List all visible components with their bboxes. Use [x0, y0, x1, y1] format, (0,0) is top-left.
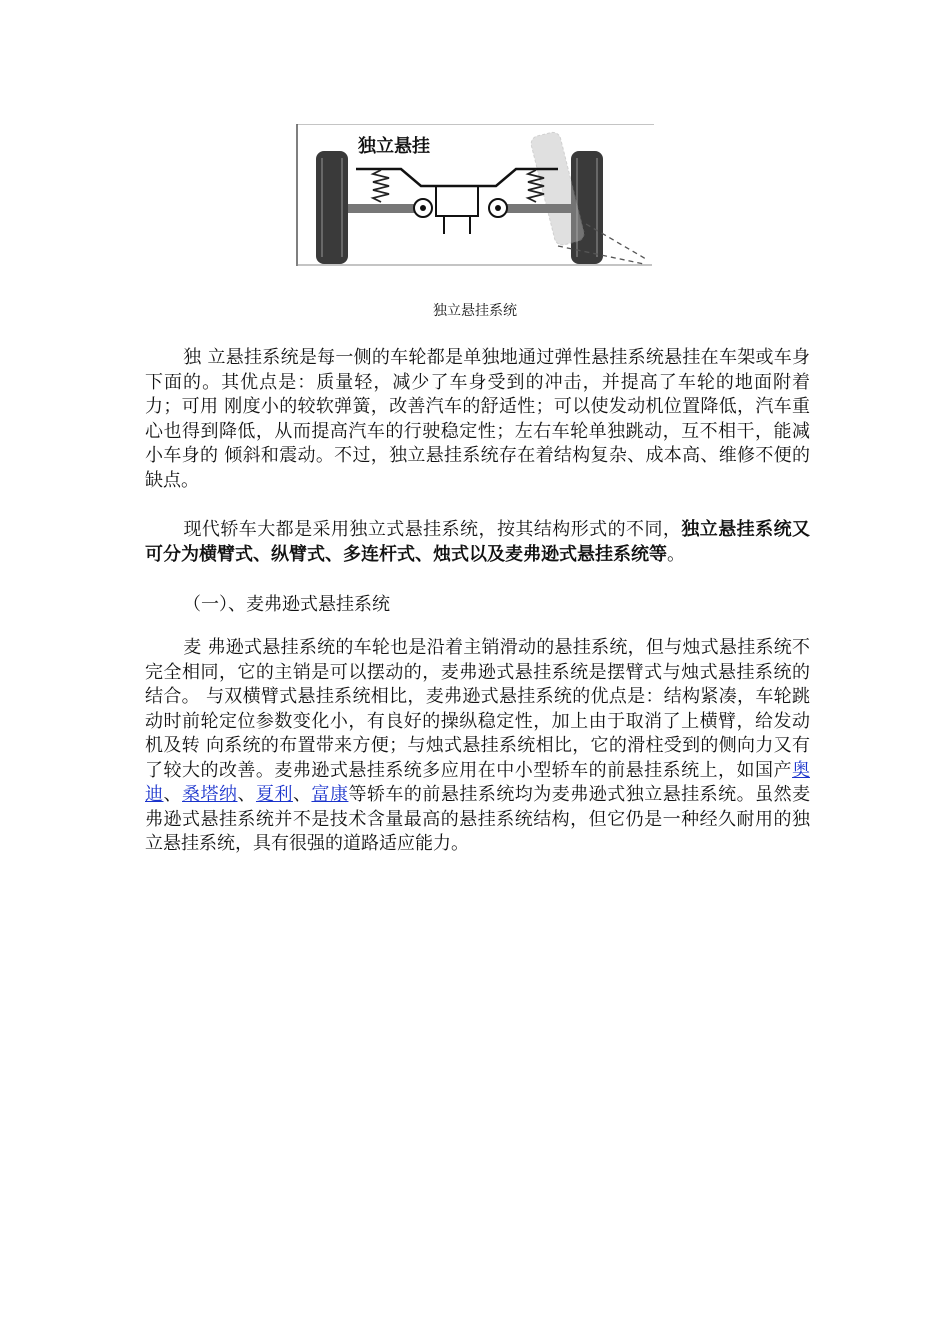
link-xiali[interactable]: 夏利 [255, 784, 293, 805]
paragraph-types [145, 518, 810, 567]
section-heading: （一）、麦弗逊式悬挂系统 [183, 594, 390, 615]
link-fukang[interactable]: 富康 [311, 784, 349, 805]
link-audi[interactable]: 奥迪 [145, 759, 810, 805]
left-wheel [316, 151, 348, 264]
figure-caption: 独立悬挂系统 [433, 303, 517, 319]
paragraph-macpherson-text-1: 麦 弗逊式悬挂系统的车轮也是沿着主销滑动的悬挂系统，但与烛式悬挂系统不完全相同，它的主销是可以摆动的，麦弗逊式悬挂系统是摆臂式与烛式悬挂系统的结合。 与双横臂式悬挂系统相比，麦弗逊式悬挂系统的优点是：结构紧凑，车轮跳动时前轮定位参数变化小，有良好的操纵稳定性，加上由于取消了上横臂，给发动机及转 向系统的布置带来方便；与烛式悬挂系统相比，它的滑柱受到的侧向力又有了较大的改善。麦弗逊式悬挂系统多应用在中小型轿车的前悬挂系统上，如国产 [145, 637, 810, 781]
paragraph-types-bold: 独立悬挂系统又可分为横臂式、纵臂式、多连杆式、烛式以及麦弗逊式悬挂系统等 [145, 519, 811, 565]
link-santana[interactable]: 桑塔纳 [182, 784, 238, 805]
separator: 、 [237, 784, 256, 805]
separator: 、 [163, 784, 182, 805]
paragraph-macpherson-text-2: 等轿车的前悬挂系统均为麦弗逊式独立悬挂系统。虽然麦弗逊式悬挂系统并不是技术含量最高的悬挂系统结构，但它仍是一种经久耐用的独立悬挂系统，具有很强的道路适应能力。 [145, 784, 811, 854]
paragraph-intro [145, 346, 810, 493]
paragraph-types-end: 。 [667, 543, 685, 565]
paragraph-intro-text: 独 立悬挂系统是每一侧的车轮都是单独地通过弹性悬挂系统悬挂在车架或车身下面的。其优点是：质量轻，减少了车身受到的冲击，并提高了车轮的地面附着力；可用 刚度小的较软弹簧，改善汽车的舒适性；可以使发动机位置降低，汽车重心也得到降低，从而提高汽车的行驶稳定性；左右车轮单独跳动，互不相干，能减小车身的 倾斜和震动。不过，独立悬挂系统存在着结构复杂、成本高、维修不便的缺点。 [145, 347, 810, 491]
suspension-illustration [296, 124, 654, 268]
paragraph-types-text: 现代轿车大都是采用独立式悬挂系统，按其结构形式的不同， [183, 519, 682, 540]
diagram-label: 独立悬挂 [358, 136, 430, 157]
left-arm [348, 204, 423, 213]
suspension-diagram [296, 124, 654, 268]
separator: 、 [292, 784, 312, 805]
paragraph-macpherson [145, 636, 810, 857]
